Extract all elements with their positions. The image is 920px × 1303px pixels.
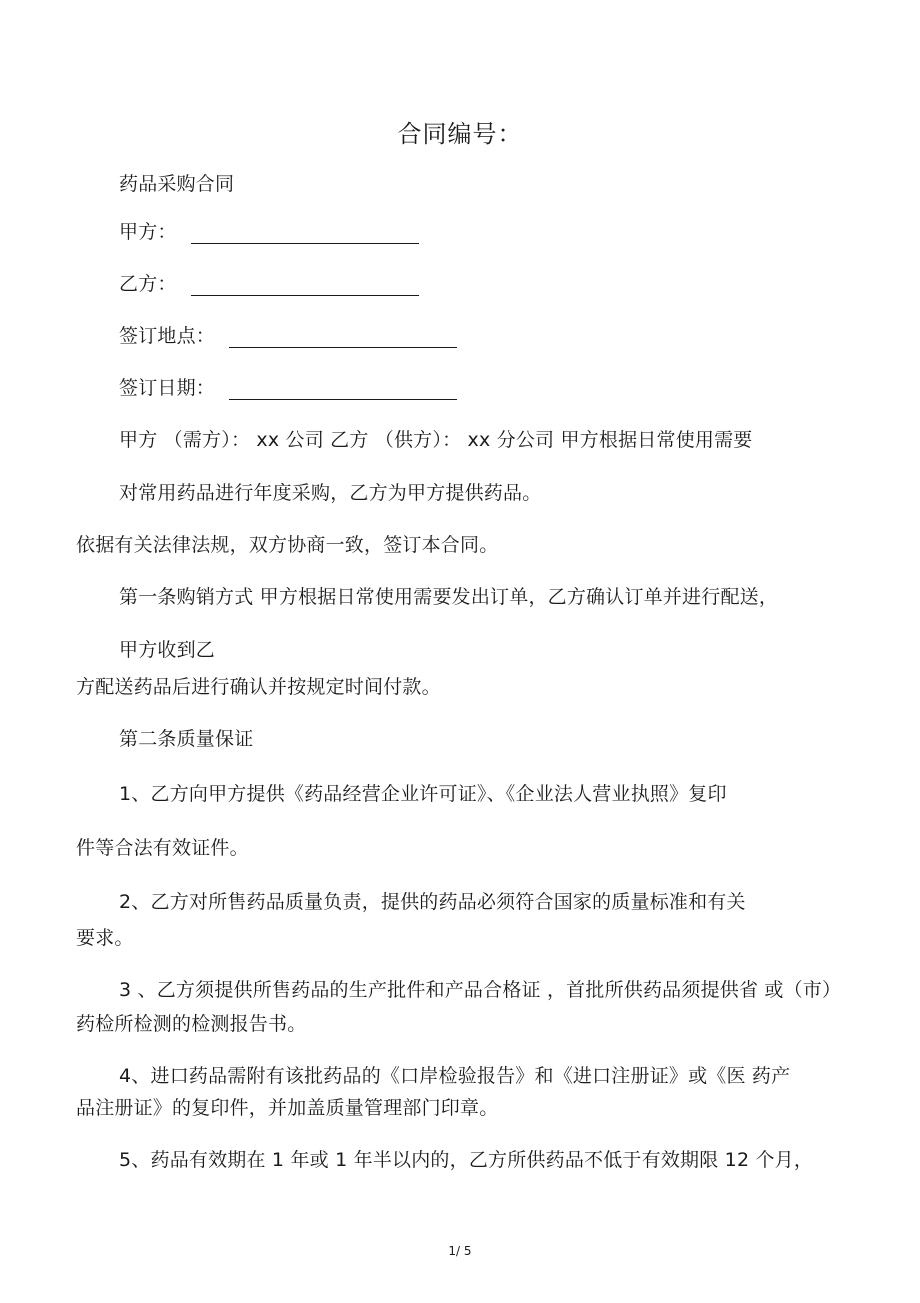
signing-place-label: 签订地点： — [119, 325, 216, 347]
signing-date-field — [119, 376, 457, 400]
clause-4-text: 品注册证》的复印件，并加盖质量管理部门印章。 — [76, 1097, 499, 1119]
signing-date-label: 签订日期： — [119, 377, 216, 399]
signing-place-blank — [229, 327, 457, 348]
party-a-field — [119, 220, 419, 244]
signing-date-blank — [229, 379, 457, 400]
clause-2-text: 要求。 — [76, 927, 134, 949]
party-a-label: 甲方： — [119, 221, 177, 243]
clause-1-text: 1、乙方向甲方提供《药品经营企业许可证》、《企业法人营业执照》复印 — [119, 783, 727, 805]
party-b-field — [119, 272, 419, 296]
contract-number-title: 合同编号： — [397, 120, 523, 148]
clause-3-text: 3 、乙方须提供所售药品的生产批件和产品合格证 ，首批所供药品须提供省 或（市） — [119, 979, 842, 1001]
paragraph-text: 甲方 （需方）： xx 公司 乙方 （供方）： xx 分公司 甲方根据日常使用需要 — [119, 429, 753, 451]
article-1-text: 方配送药品后进行确认并按规定时间付款。 — [76, 676, 441, 698]
party-b-blank — [191, 275, 419, 296]
clause-1-text: 件等合法有效证件。 — [76, 837, 249, 859]
clause-2-text: 2、乙方对所售药品质量负责，提供的药品必须符合国家的质量标准和有关 — [119, 891, 746, 913]
party-a-blank — [191, 223, 419, 244]
page-number: 1/ 5 — [448, 1244, 472, 1258]
party-b-label: 乙方： — [119, 273, 177, 295]
clause-3-text: 药检所检测的检测报告书。 — [76, 1013, 307, 1035]
paragraph-text: 依据有关法律法规，双方协商一致，签订本合同。 — [76, 534, 499, 556]
article-1-text: 甲方收到乙 — [119, 639, 216, 661]
article-1-text: 第一条购销方式 甲方根据日常使用需要发出订单，乙方确认订单并进行配送， — [119, 586, 779, 608]
article-2-heading: 第二条质量保证 — [119, 728, 254, 750]
signing-place-field — [119, 324, 457, 348]
clause-4-text: 4、进口药品需附有该批药品的《口岸检验报告》和《进口注册证》或《医 药产 — [119, 1065, 791, 1087]
contract-subtitle: 药品采购合同 — [119, 173, 235, 195]
paragraph-text: 对常用药品进行年度采购，乙方为甲方提供药品。 — [119, 482, 542, 504]
clause-5-text: 5、药品有效期在 1 年或 1 年半以内的，乙方所供药品不低于有效期限 12 个月， — [119, 1149, 814, 1171]
